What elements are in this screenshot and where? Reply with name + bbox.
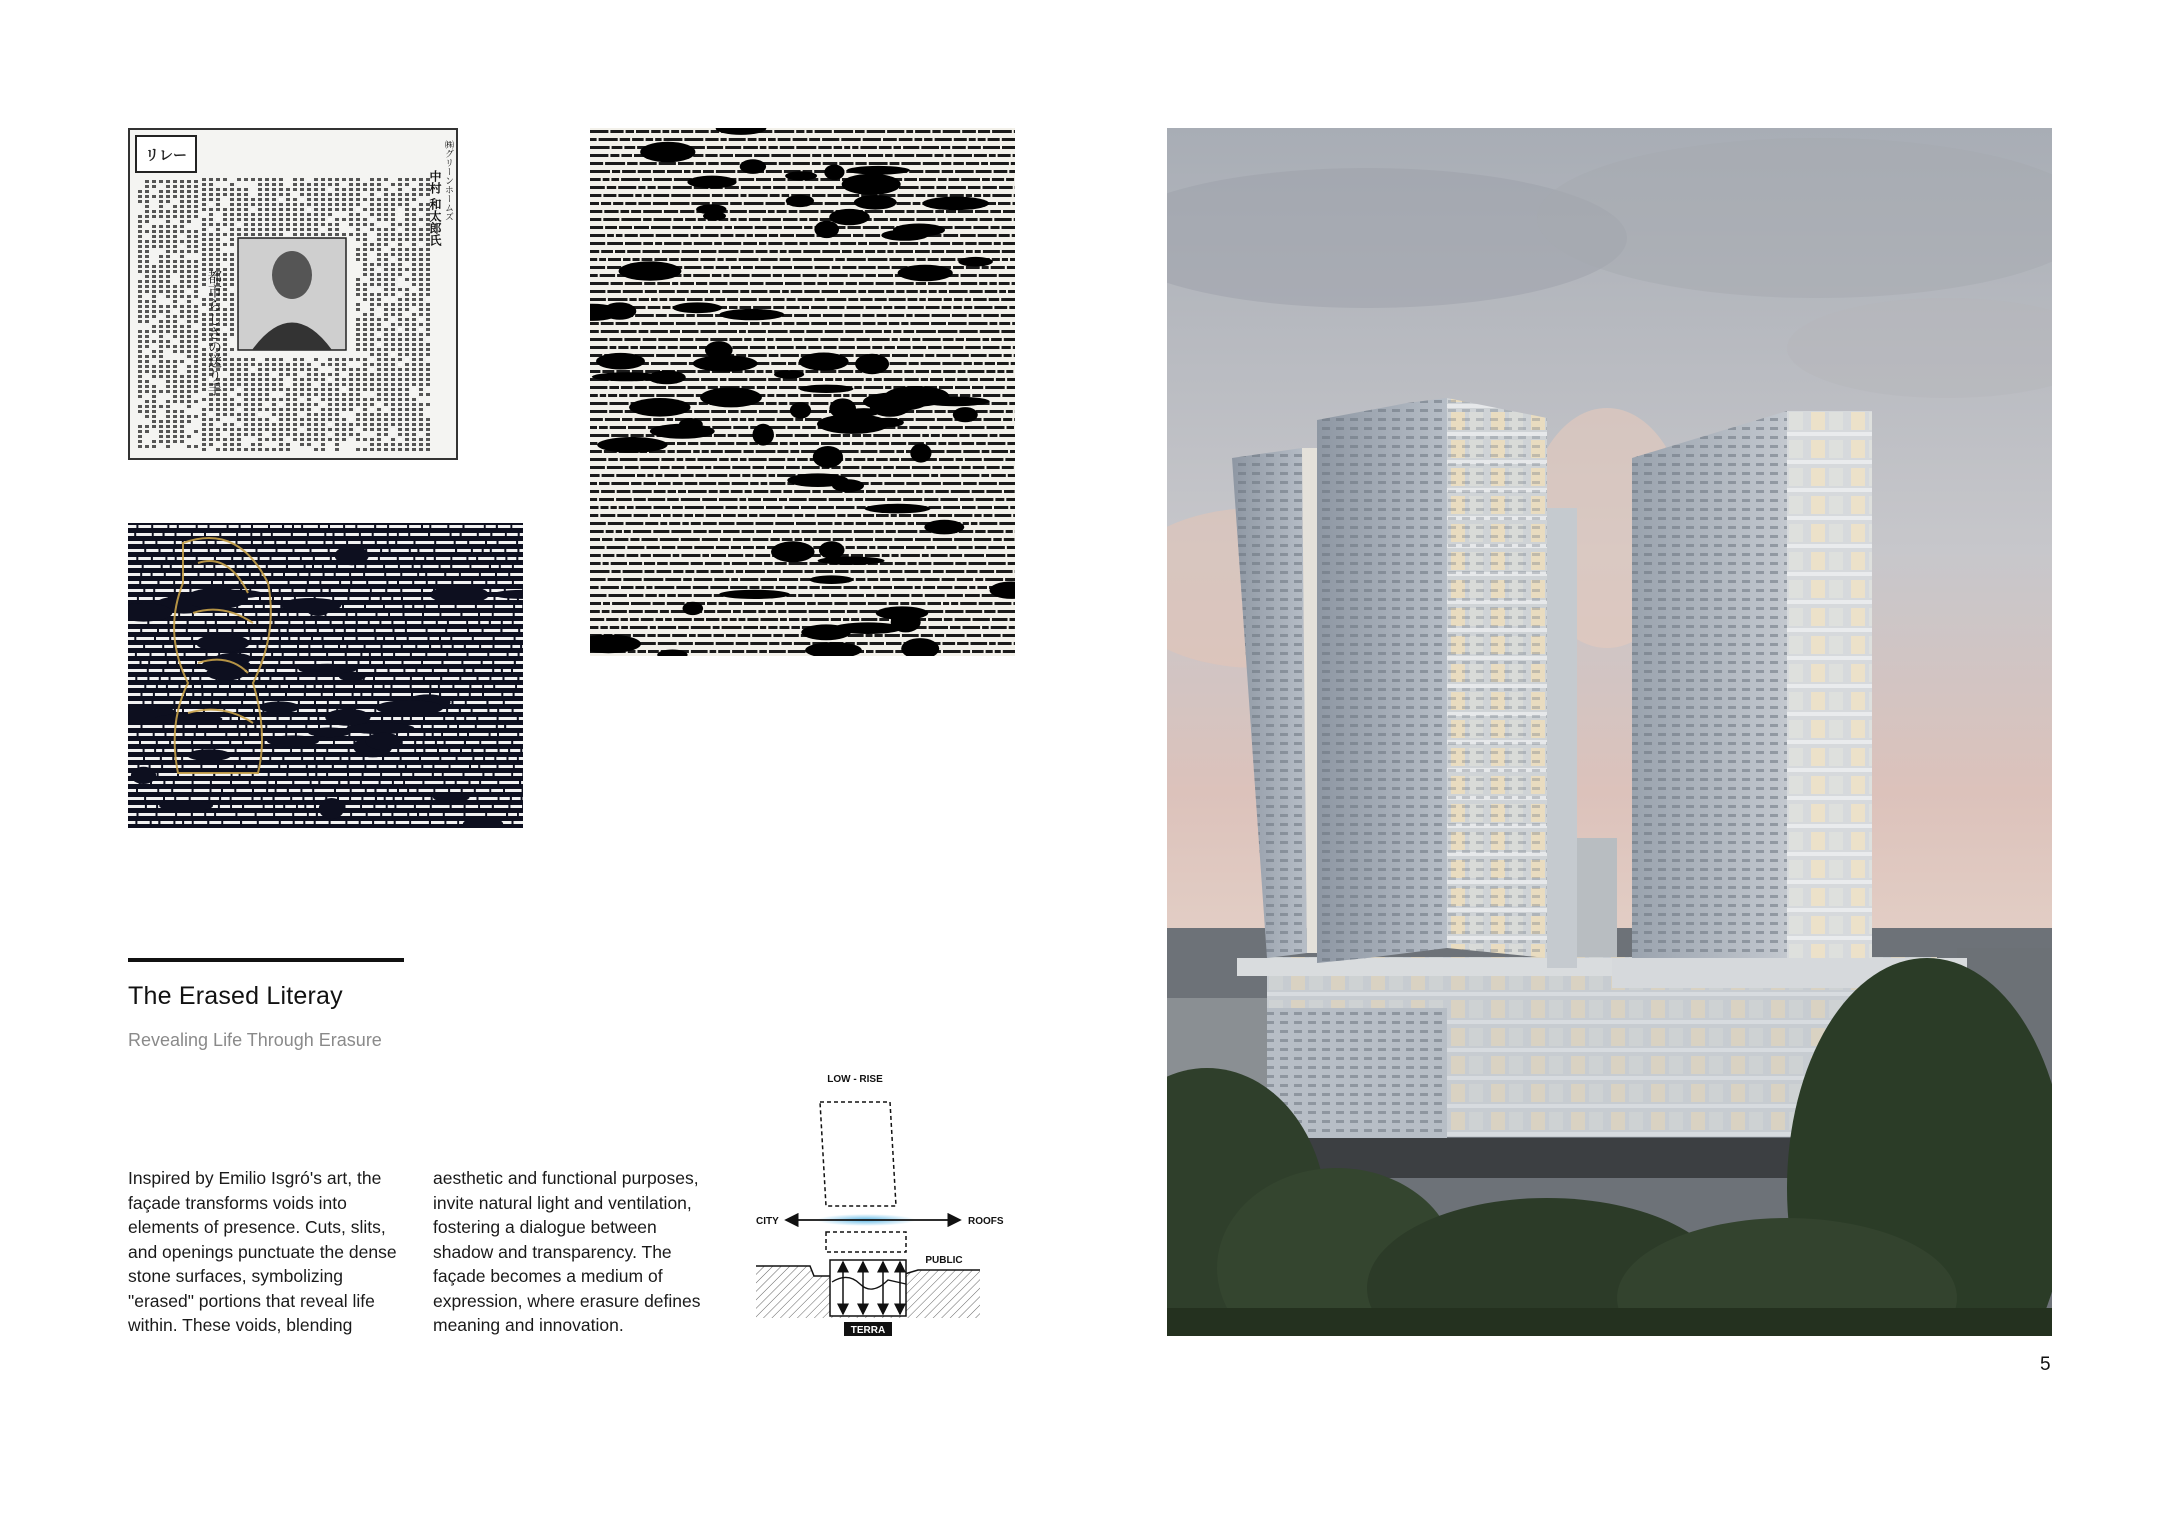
erasure-pattern-gold	[128, 523, 523, 828]
body-text-column-1: Inspired by Emilio Isgró's art, the façade transforms voids into elements of presence. Cuts, slits, and openings punctuate the dense stone surfaces, symbolizing "erased" portions that reveal life within. These voids, blending	[128, 1168, 397, 1335]
section-diagram	[748, 1070, 1010, 1340]
newspaper-org: ㈱グリーンホームズ	[443, 140, 453, 221]
tower-rendering-illustration	[1167, 128, 2052, 1336]
diagram-label-terra: TERRA	[850, 1325, 886, 1336]
diagram-label-public: PUBLIC	[925, 1255, 963, 1266]
diagram-drawing	[748, 1070, 1010, 1340]
body-text-column-2: aesthetic and functional purposes, invite natural light and ventilation, fostering a dialogue between shadow and transparency. The façade becomes a medium of expression, where erasure defines meaning and innovation.	[433, 1168, 701, 1335]
section-rule	[128, 958, 404, 962]
newspaper-clipping-image	[128, 128, 458, 460]
page-number: 5	[2040, 1354, 2051, 1375]
diagram-label-roofs: ROOFS	[968, 1216, 1004, 1227]
section-title: The Erased Literay	[128, 982, 343, 1010]
diagram-label-low-rise: LOW - RISE	[827, 1074, 883, 1085]
diagram-low-rise-volume	[820, 1102, 896, 1206]
diagram-basement	[830, 1260, 906, 1316]
erasure-pattern-bw	[590, 128, 1015, 656]
newspaper-masthead: リレー	[145, 148, 187, 164]
newspaper-name: 中村 和太郎氏	[428, 170, 442, 247]
erasure-artwork-gold	[128, 523, 523, 828]
section-subtitle: Revealing Life Through Erasure	[128, 1030, 382, 1050]
diagram-podium-volume	[826, 1232, 906, 1252]
diagram-label-city: CITY	[756, 1216, 779, 1227]
newspaper-illustration	[130, 130, 456, 458]
tower-rendering-image	[1167, 128, 2052, 1336]
newspaper-headline: 都市らしさの送り手	[206, 270, 222, 396]
erasure-artwork-bw	[590, 128, 1015, 656]
